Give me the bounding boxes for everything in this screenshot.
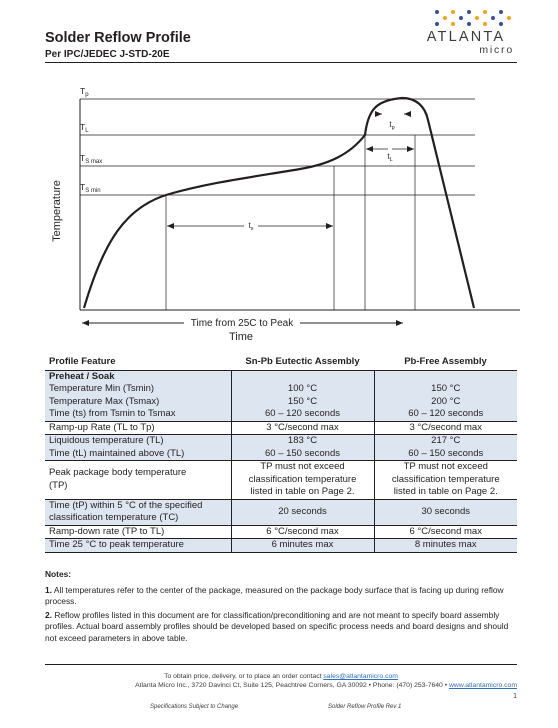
note-text: Reflow profiles listed in this document are for classification/preconditioning and are not meant to specify board assembly profiles. Actual board assembly profiles should be developed based on specific process needs and board designs and should not exceed parameters in above table. [45,609,509,643]
snpb-cell [231,435,374,461]
cell-text: 3 °C/second max [266,421,339,433]
table-body [45,370,517,552]
logo-dot [451,22,455,26]
cell-text: 8 minutes max [414,539,477,550]
page-subtitle: Per IPC/JEDEC J-STD-20E [45,49,170,60]
cell-text: TP must not exceed [403,461,488,472]
footer-phone: Phone: (470) 253-7640 [372,682,443,689]
cell-text: 30 seconds [421,505,471,517]
cell-text: Peak package body temperature [49,467,187,479]
logo-dot [491,16,495,20]
feature-cell [45,525,231,539]
cell-text: 60 – 120 seconds [408,408,484,419]
cell-text: classification temperature (TC) [49,512,179,523]
cell-text: 60 – 150 seconds [264,447,340,459]
table-header-row [45,354,517,370]
footer-contact-line [45,673,517,680]
cell-text: 60 – 150 seconds [408,447,484,459]
cell-text: 6 °C/second max [266,525,339,537]
y-axis-label: Temperature [51,180,63,242]
cell-text: 150 °C [287,395,318,407]
cell-text: listed in table on Page 2. [393,486,498,497]
cell-text: 6 °C/second max [409,525,482,537]
notes-section [45,569,517,647]
logo-dot [483,10,487,14]
note-item [45,585,517,608]
feature-cell [45,461,231,500]
reflow-profile-table [45,354,517,553]
pbfree-cell [374,421,517,435]
feature-cell [45,539,231,553]
cell-text: Time (tL) maintained above (TL) [49,447,185,459]
cell-text: 183 °C [287,435,318,446]
feature-cell [45,370,231,421]
snpb-cell [231,539,374,553]
table-row [45,370,517,421]
tp-level-label: $T_p$ [80,86,89,98]
note-number: 2. [45,609,52,620]
cell-text: Ramp-down rate (TP to TL) [49,525,165,537]
cell-text: Time 25 °C to peak temperature [49,539,184,550]
website-link[interactable]: www.atlantamicro.com [449,682,517,689]
pbfree-cell [374,461,517,500]
footer-separator: • [444,682,448,689]
snpb-cell [231,499,374,525]
page-title: Solder Reflow Profile [45,30,191,46]
notes-title: Notes: [45,569,72,579]
logo-dot [451,10,455,14]
table-row [45,435,517,461]
time-span-label: Time from 25C to Peak [190,318,294,329]
snpb-cell [231,370,374,421]
table-row [45,421,517,435]
tl-interval-label: $t_L$ [387,152,393,163]
footer-revision: Solder Reflow Profile Rev 1 [328,704,402,710]
cell-text: Liquidous temperature (TL) [49,435,164,446]
pbfree-cell [374,539,517,553]
table-row [45,461,517,500]
logo-dot-pattern [432,8,512,28]
cell-text: 20 seconds [278,505,327,517]
cell-text [235,371,371,384]
logo-dot [435,22,439,26]
footer-address: Atlanta Micro Inc., 3720 Davinci Ct, Suite 125, Peachtree Corners, GA 30092 [135,682,367,689]
pbfree-cell [374,435,517,461]
tl-level-label: $T_L$ [80,122,89,134]
pbfree-cell [374,370,517,421]
cell-text: Ramp-up Rate (TL to Tp) [49,421,155,433]
pbfree-cell [374,499,517,525]
reflow-curve [84,98,474,308]
footer-divider [45,664,517,665]
header-divider [45,62,517,63]
column-header-snpb: Sn-Pb Eutectic Assembly [231,354,374,370]
cell-text: 3 °C/second max [409,421,482,433]
cell-text: 100 °C [287,383,318,394]
snpb-cell [231,421,374,435]
logo-dot [483,22,487,26]
note-text: All temperatures refer to the center of the package, measured on the package body surface that is facing up during reflow process. [45,584,504,607]
feature-cell [45,421,231,435]
ts-interval-label: $t_s$ [248,221,254,232]
feature-cell [45,499,231,525]
cell-text: listed in table on Page 2. [250,486,355,497]
tsmin-level-label: $T_{S min}$ [80,182,101,194]
footer-disclaimer: Specifications Subject to Change [150,704,239,710]
cell-text: (TP) [49,479,68,491]
logo-dot [467,22,471,26]
cell-text: Preheat / Soak [49,370,115,382]
footer-contact-text: To obtain price, delivery, or to place an order contact [164,673,324,680]
footer-separator: • [368,682,372,689]
cell-text: 6 minutes max [271,539,334,550]
cell-text: 217 °C [431,435,461,446]
logo-dot [475,16,479,20]
logo-name: ATLANTA [426,29,506,45]
reflow-profile-diagram [0,70,558,350]
cell-text: Temperature Min (Tsmin) [49,383,155,394]
column-header-feature: Profile Feature [45,354,231,370]
cell-text: Temperature Max (Tsmax) [49,395,160,407]
footer-address-line [45,682,517,689]
cell-text: Time (tP) within 5 °C of the specified [49,499,203,511]
tp-interval-label: $t_p$ [389,120,395,131]
cell-text [378,371,515,384]
table-row [45,499,517,525]
page-number: 1 [513,693,517,700]
cell-text: 60 – 120 seconds [264,408,340,419]
snpb-cell [231,525,374,539]
logo-dot [435,10,439,14]
logo-dot [467,10,471,14]
table-row [45,539,517,553]
logo-dot [443,16,447,20]
snpb-cell [231,461,374,500]
feature-cell [45,435,231,461]
cell-text: Time (ts) from Tsmin to Tsmax [49,408,176,419]
table-row [45,525,517,539]
logo-dot [459,16,463,20]
company-logo [414,8,518,58]
logo-subname: micro [479,44,514,56]
pbfree-cell [374,525,517,539]
cell-text: classification temperature [248,473,357,485]
tsmax-level-label: $T_{S max}$ [80,153,103,165]
cell-text: 150 °C [431,383,461,394]
note-number: 1. [45,584,52,595]
logo-dot [499,10,503,14]
cell-text: TP must not exceed [260,461,345,472]
cell-text: 200 °C [431,395,461,407]
logo-dot [499,22,503,26]
sales-email-link[interactable]: sales@atlantamicro.com [323,673,398,680]
logo-dot [507,16,511,20]
column-header-pbfree: Pb-Free Assembly [374,354,517,370]
note-item [45,610,517,645]
x-axis-label: Time [228,331,254,343]
cell-text: classification temperature [391,473,500,485]
